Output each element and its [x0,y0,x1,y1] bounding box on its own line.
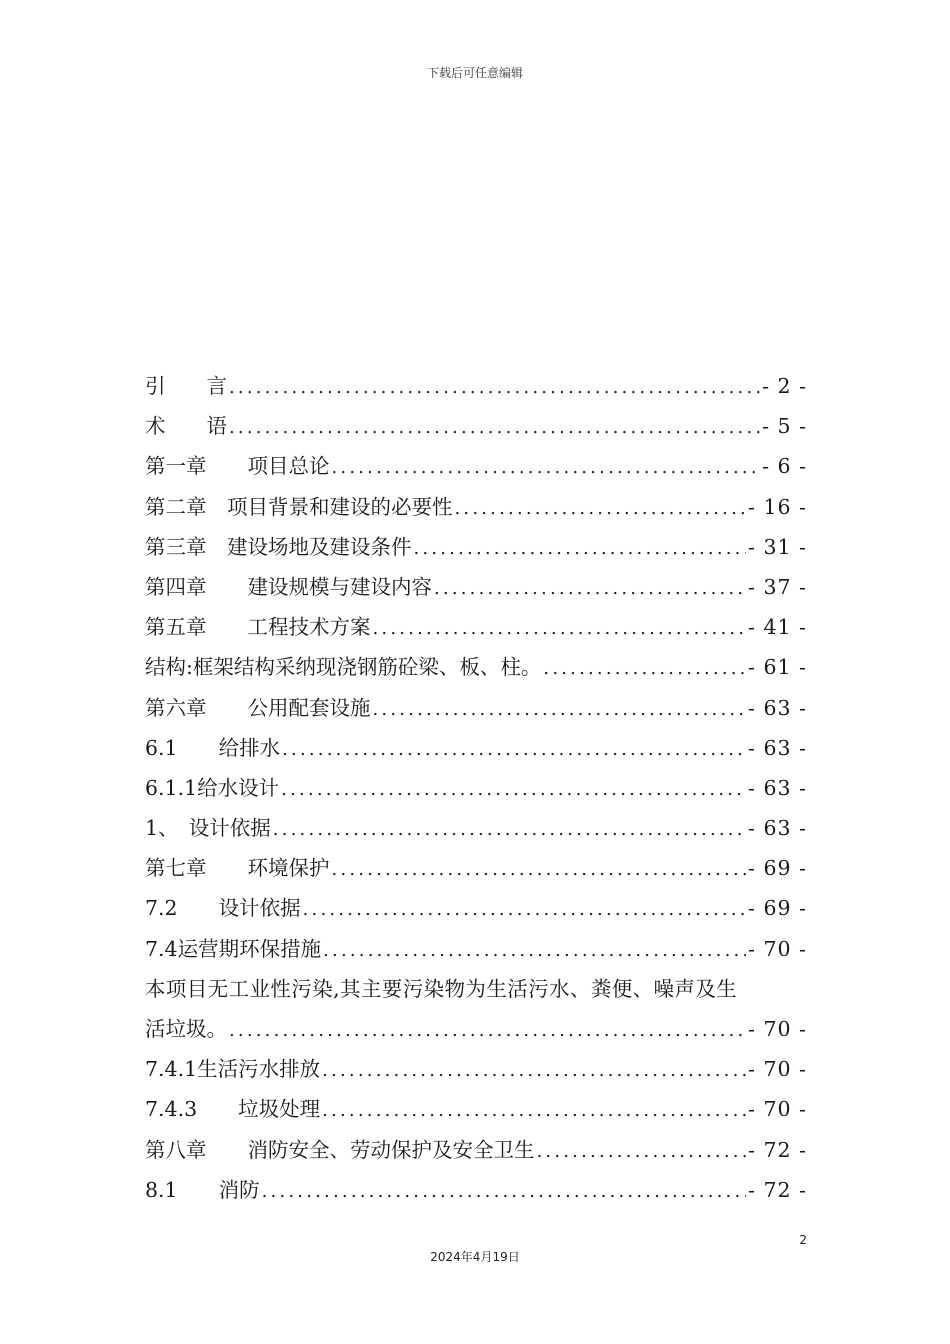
toc-entry-page: - 31 - [748,534,807,559]
toc-dot-leader [373,690,747,728]
toc-entry[interactable] [145,1130,807,1170]
toc-entry-page: - 2 - [762,374,807,398]
toc-entry-title: 7.4.3 垃圾处理 [145,1097,321,1122]
toc-entry[interactable] [145,1170,807,1210]
toc-entry-title: 7.4.1生活污水排放 [145,1057,321,1082]
toc-entry-wrapped[interactable] [145,969,807,1049]
toc-entry-page: - 72 - [748,1137,807,1162]
toc-entry-title: 6.1 给排水 [145,735,281,760]
toc-dot-leader [229,368,760,406]
toc-dot-leader [303,890,746,928]
toc-entry[interactable] [145,607,807,647]
toc-dot-leader [323,931,746,969]
toc-entry-title: 第八章 消防安全、劳动保护及安全卫生 [145,1137,535,1162]
toc-entry-title: 术 语 [145,414,227,439]
toc-entry[interactable] [145,848,807,888]
toc-entry[interactable] [145,487,807,527]
toc-dot-leader [373,609,747,647]
toc-dot-leader [282,730,746,768]
header-note: 下载后可任意编辑 [426,66,523,80]
footer-date: 2024年4月19日 [430,1250,520,1264]
toc-entry-title: 6.1.1给水设计 [145,775,280,800]
toc-entry[interactable] [145,929,807,969]
toc-entry-title: 第四章 建设规模与建设内容 [145,574,432,599]
toc-entry-title: 1、 设计依据 [145,816,271,841]
toc-dot-leader [434,569,746,607]
toc-entry-page: - 63 - [748,735,807,760]
toc-entry-page: - 5 - [762,414,807,439]
toc-entry-title: 第一章 项目总论 [145,454,330,479]
toc-entry-page: - 16 - [748,494,807,519]
toc-entry-page: - 63 - [748,695,807,720]
toc-dot-leader [332,850,747,888]
toc-entry-title: 第六章 公用配套设施 [145,695,371,720]
toc-entry-title: 7.4运营期环保措施 [145,936,322,961]
toc-entry-page: - 70 - [748,936,807,961]
toc-entry-title: 结构:框架结构采纳现浇钢筋砼梁、板、柱。 [145,655,542,680]
toc-entry-page: - 70 - [748,1097,807,1122]
toc-entry-title: 第七章 环境保护 [145,856,330,881]
toc-entry[interactable] [145,688,807,728]
toc-entry[interactable] [145,768,807,808]
toc-entry[interactable] [145,527,807,567]
toc-entry[interactable] [145,1049,807,1089]
toc-dot-leader [262,1172,746,1210]
toc-entry-page: - 70 - [748,1017,807,1041]
toc-entry-page: - 63 - [748,775,807,800]
toc-dot-leader [332,448,761,486]
toc-entry[interactable] [145,1089,807,1129]
toc-dot-leader [229,408,760,446]
toc-entry-page: - 6 - [762,454,807,479]
toc-entry[interactable] [145,647,807,687]
toc-dot-leader [281,770,746,808]
toc-entry[interactable] [145,728,807,768]
toc-dot-leader [322,1051,746,1089]
toc-entry-title: 第二章 项目背景和建设的必要性 [145,494,453,519]
toc-dot-leader [537,1132,747,1170]
toc-entry[interactable] [145,406,807,446]
toc-entry-title: 7.2 设计依据 [145,896,301,921]
toc-entry[interactable] [145,446,807,486]
toc-entry-page: - 63 - [748,816,807,841]
toc-dot-leader [229,1011,746,1049]
toc-entry-title: 第五章 工程技术方案 [145,615,371,640]
toc-entry-title: 8.1 消防 [145,1177,260,1202]
toc-dot-leader [322,1091,746,1129]
toc-entry[interactable] [145,888,807,928]
toc-entry-page: - 69 - [748,856,807,881]
toc-dot-leader [543,649,746,687]
page-number: 2 [799,1233,807,1247]
toc-entry-page: - 70 - [748,1057,807,1082]
toc-dot-leader [273,810,746,848]
toc-entry[interactable] [145,808,807,848]
toc-dot-leader [414,529,747,567]
table-of-contents [145,366,807,1210]
toc-entry-page: - 61 - [748,655,807,680]
toc-entry-page: - 69 - [748,896,807,921]
toc-entry-page: - 37 - [748,574,807,599]
toc-entry-page: - 41 - [748,615,807,640]
toc-entry-page: - 72 - [748,1177,807,1202]
toc-dot-leader [455,489,747,527]
toc-entry[interactable] [145,366,807,406]
toc-entry-title-line1: 本项目无工业性污染,其主要污染物为生活污水、粪便、噪声及生 [145,976,738,1001]
toc-entry[interactable] [145,567,807,607]
toc-entry-title-line2: 活垃圾。 [145,1017,227,1041]
toc-entry-title: 引 言 [145,374,227,398]
toc-entry-title: 第三章 建设场地及建设条件 [145,534,412,559]
